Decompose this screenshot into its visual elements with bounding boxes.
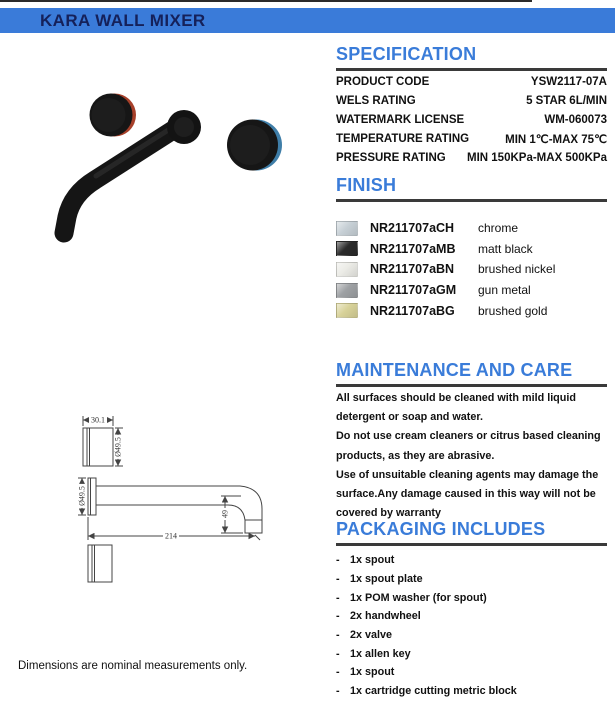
finish-row <box>336 259 607 280</box>
finish-swatch <box>336 303 358 318</box>
wall-flange-inner <box>174 117 194 137</box>
spec-value: YSW2117-07A <box>530 76 607 89</box>
maintenance-heading: MAINTENANCE AND CARE <box>336 360 573 380</box>
packaging-item-label: 1x spout <box>350 554 395 567</box>
finish-swatch <box>336 221 358 236</box>
bullet-dash: - <box>336 685 340 698</box>
section-rule <box>336 384 607 387</box>
spec-value: MIN 1℃-MAX 75℃ <box>505 133 607 146</box>
packaging-item-label: 1x spout plate <box>350 573 423 586</box>
packaging-item-label: 2x handwheel <box>350 610 421 623</box>
finish-swatch <box>336 283 358 298</box>
finish-name: brushed gold <box>478 303 548 318</box>
maintenance-line: detergent or soap and water. <box>336 411 483 424</box>
maintenance-line: Use of unsuitable cleaning agents may damage the <box>336 468 599 481</box>
finish-code: NR211707aGM <box>370 283 457 298</box>
spec-value: MIN 150KPa-MAX 500KPa <box>467 151 607 164</box>
bullet-dash: - <box>336 554 340 567</box>
packaging-item-label: 1x POM washer (for spout) <box>350 591 487 604</box>
page-title: KARA WALL MIXER <box>40 10 206 30</box>
spout-shape <box>64 123 184 233</box>
bullet-dash: - <box>336 647 340 660</box>
packaging-item <box>336 551 607 570</box>
finish-swatch <box>336 262 358 277</box>
dim-outlet-drop: 49 <box>220 510 230 518</box>
packaging-item <box>336 570 607 589</box>
dim-plate-width: 30.1 <box>91 415 105 425</box>
finish-name: brushed nickel <box>478 262 556 277</box>
maintenance-line: All surfaces should be cleaned with mild liquid <box>336 392 576 404</box>
maintenance-section <box>336 360 607 523</box>
technical-drawing-lines <box>55 403 295 618</box>
packaging-section <box>336 519 607 701</box>
spec-label: WATERMARK LICENSE <box>336 113 465 126</box>
finish-name: matt black <box>478 241 533 256</box>
finish-swatch <box>336 241 358 256</box>
spec-row <box>336 148 607 167</box>
finish-row <box>336 239 607 260</box>
finish-list <box>336 218 607 321</box>
spec-row <box>336 129 607 148</box>
bullet-dash: - <box>336 629 340 642</box>
spec-value: WM-060073 <box>544 113 607 126</box>
dimensions-note: Dimensions are nominal measurements only. <box>18 660 248 672</box>
finish-code: NR211707aMB <box>370 241 456 256</box>
maintenance-line: products, as they are abrasive. <box>336 449 495 462</box>
section-rule <box>336 199 607 202</box>
dim-spout-length: 214 <box>165 531 177 541</box>
spec-row <box>336 111 607 130</box>
packaging-item <box>336 588 607 607</box>
finish-row <box>336 218 607 239</box>
bullet-dash: - <box>336 610 340 623</box>
spec-row <box>336 92 607 111</box>
packaging-item-label: 1x spout <box>350 666 395 679</box>
specification-section <box>336 44 607 167</box>
spec-value: 5 STAR 6L/MIN <box>526 95 607 108</box>
section-rule <box>336 68 607 71</box>
bullet-dash: - <box>336 573 340 586</box>
spec-label: TEMPERATURE RATING <box>336 132 470 145</box>
packaging-item <box>336 644 607 663</box>
specification-heading: SPECIFICATION <box>336 44 477 64</box>
maintenance-line: surface.Any damage caused in this way will not be <box>336 488 596 501</box>
packaging-item <box>336 626 607 645</box>
bullet-dash: - <box>336 666 340 679</box>
bullet-dash: - <box>336 591 340 604</box>
cold-handwheel-face <box>230 125 270 165</box>
finish-code: NR211707aCH <box>370 221 455 236</box>
finish-row <box>336 300 607 321</box>
dim-plate-dia: Ø49.5 <box>113 437 123 457</box>
packaging-heading: PACKAGING INCLUDES <box>336 519 546 539</box>
technical-drawing <box>55 403 295 618</box>
dim-spout-dia: Ø49.5 <box>77 486 87 506</box>
specification-table <box>336 73 607 167</box>
finish-heading: FINISH <box>336 175 397 195</box>
spec-label: PRESSURE RATING <box>336 151 446 164</box>
finish-name: gun metal <box>478 283 531 298</box>
packaging-item-label: 1x allen key <box>350 647 411 660</box>
finish-code: NR211707aBN <box>370 262 455 277</box>
spec-row <box>336 73 607 92</box>
packaging-item <box>336 682 607 701</box>
packaging-item-label: 1x cartridge cutting metric block <box>350 685 517 698</box>
maintenance-text <box>336 389 607 523</box>
packaging-list <box>336 551 607 701</box>
finish-name: chrome <box>478 221 519 236</box>
hot-handwheel-face <box>92 98 126 132</box>
maintenance-line: covered by warranty <box>336 507 442 520</box>
finish-row <box>336 280 607 301</box>
packaging-item <box>336 607 607 626</box>
finish-code: NR211707aBG <box>370 303 455 318</box>
packaging-item <box>336 663 607 682</box>
section-rule <box>336 543 607 546</box>
product-photo <box>0 50 330 295</box>
finish-section <box>336 175 607 321</box>
info-column <box>336 0 607 712</box>
spec-label: WELS RATING <box>336 95 416 108</box>
packaging-item-label: 2x valve <box>350 629 393 642</box>
spec-label: PRODUCT CODE <box>336 76 430 89</box>
maintenance-line: Do not use cream cleaners or citrus based cleaning <box>336 430 601 443</box>
